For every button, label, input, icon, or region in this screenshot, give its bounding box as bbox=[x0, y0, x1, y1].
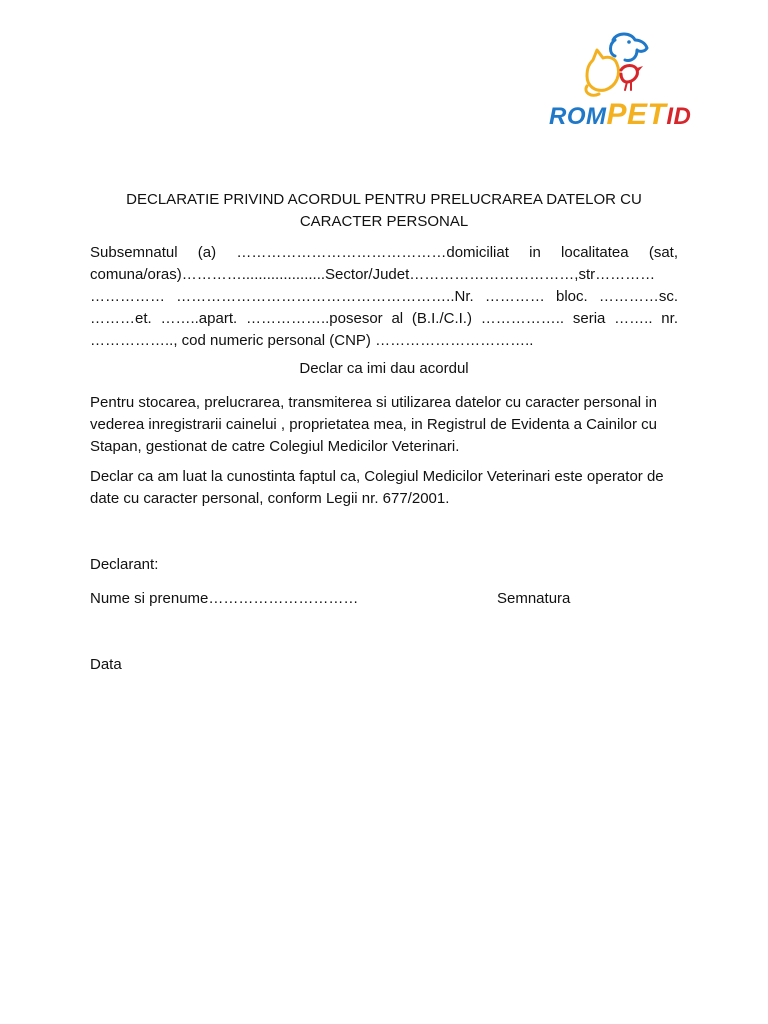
title-line-2: CARACTER PERSONAL bbox=[299, 213, 469, 230]
date-label: Data bbox=[90, 656, 122, 673]
pets-logo-icon bbox=[565, 30, 675, 102]
data-processing-paragraph: Pentru stocarea, prelucrarea, transmiterea si utilizarea datelor cu caracter personal in vederea inregistrarii cainelui , proprietatea mea, in Registrul de Evidenta a Cainilor cu Stapan, gestionat de catre Colegiul Medicilor Veterinari. bbox=[90, 394, 657, 455]
logo-wordmark bbox=[549, 100, 691, 130]
consent-statement: Declar ca imi dau acordul bbox=[299, 360, 469, 377]
title-line-1: DECLARATIE PRIVIND ACORDUL PENTRU PRELUCRAREA DATELOR CU bbox=[126, 191, 642, 208]
logo-pet: PET bbox=[606, 98, 667, 131]
operator-acknowledgement-paragraph: Declar ca am luat la cunostinta faptul ca, Colegiul Medicilor Veterinari este operator de date cu caracter personal, conform Legii nr. 677/2001. bbox=[90, 468, 664, 507]
identity-paragraph: Subsemnatul (a) ……………………………………domiciliat in localitatea (sat, comuna/oras)…………....................Sector/Judet……………………………,str………… …………… ………………………………………………..Nr. ………… bloc. …………sc. ………et. ……..apart. ……………..posesor al (B.I./C.I.) …………….. seria …….. nr. …………….., cod numeric personal (CNP) ………………………….. bbox=[90, 244, 678, 349]
declarant-label: Declarant: bbox=[90, 556, 159, 573]
rompetid-logo bbox=[545, 30, 692, 131]
name-field-label: Nume si prenume………………………… bbox=[90, 590, 359, 607]
document-title bbox=[90, 189, 678, 233]
logo-rom: ROM bbox=[549, 103, 607, 130]
signature-label: Semnatura bbox=[497, 590, 571, 607]
logo-id: ID bbox=[666, 103, 692, 130]
